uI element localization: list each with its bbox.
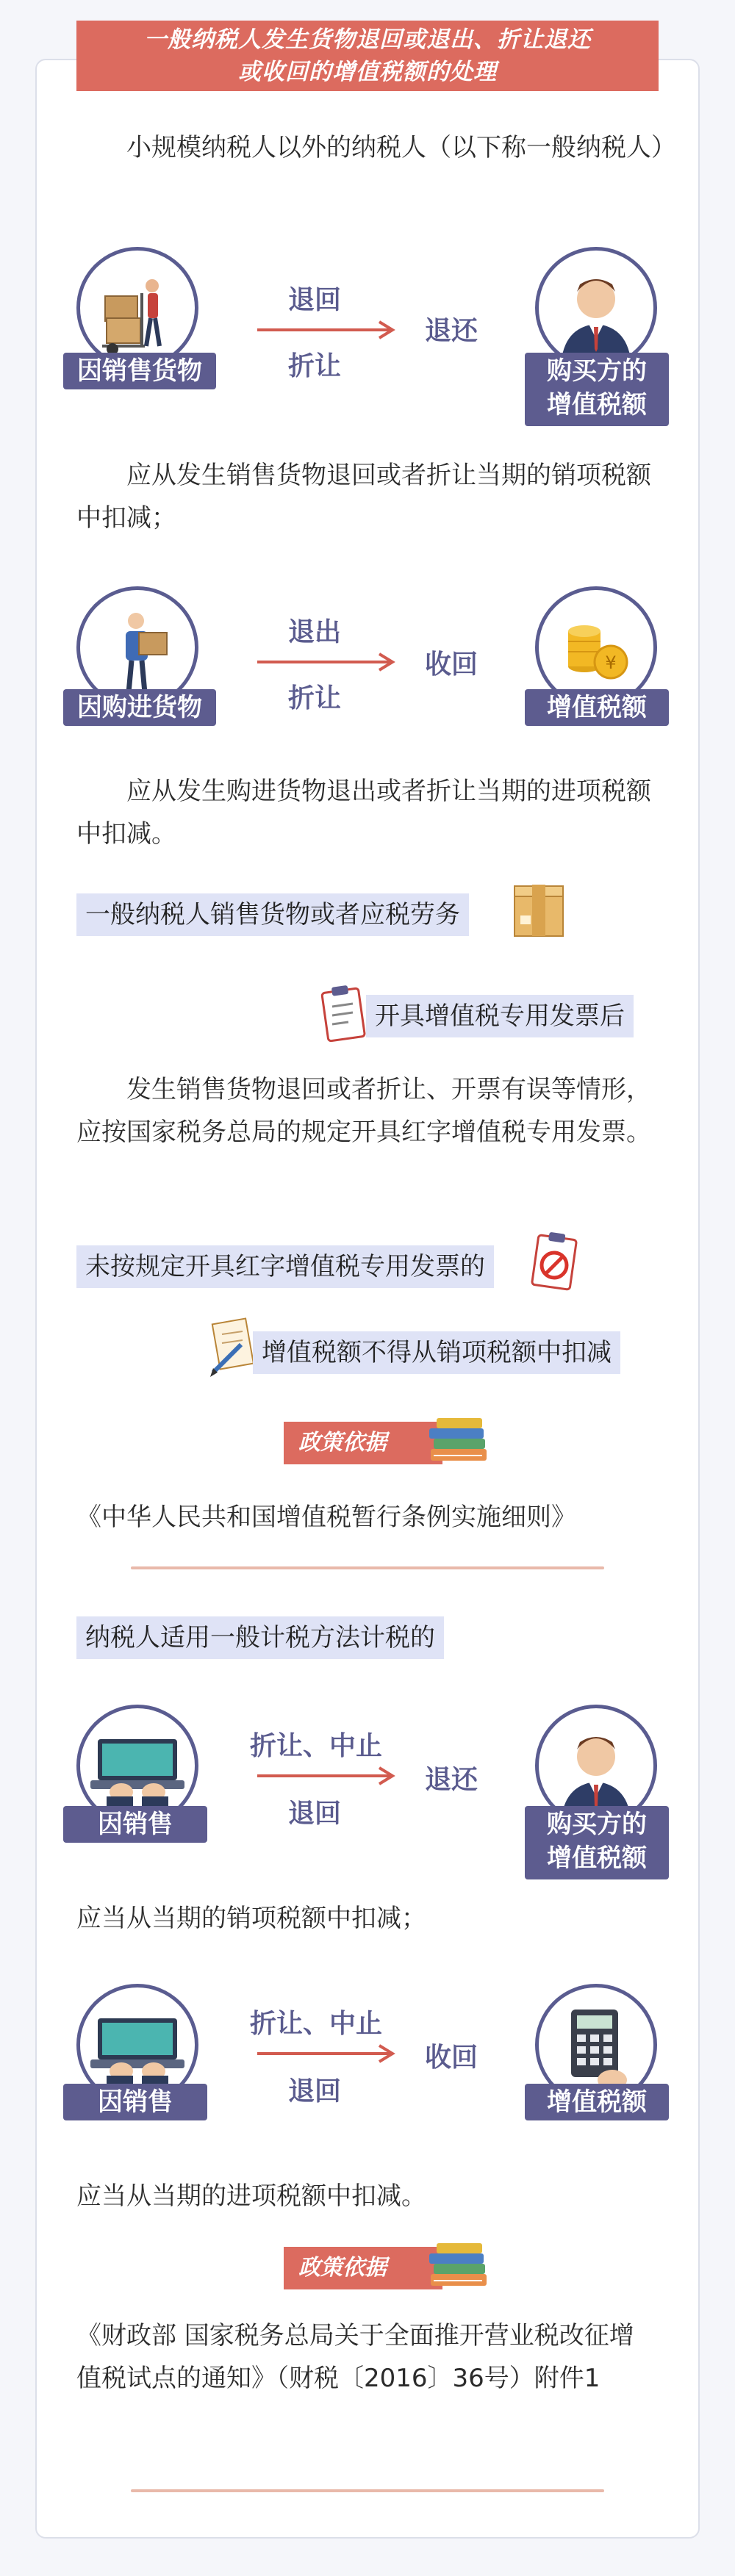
flow2-word-bottom: 折让 — [288, 683, 342, 713]
flow3-right-label — [525, 1806, 669, 1879]
svg-text:¥: ¥ — [605, 652, 617, 673]
flow1-right-label-line-1: 购买方的 — [547, 356, 647, 386]
flow4-word-top: 折让、中止 — [250, 2009, 383, 2039]
flow3-right-label-line-1: 购买方的 — [547, 1810, 647, 1839]
title-line-2: 或收回的增值税额的处理 — [238, 59, 497, 85]
pen-document-icon — [207, 1315, 257, 1378]
flow1-right-label-line-2: 增值税额 — [547, 390, 647, 420]
paragraph-3: 发生销售货物退回或者折让、开票有误等情形，应按国家税务总局的规定开具红字增值税专用发票。 — [76, 1075, 651, 1147]
flow4-result: 收回 — [425, 2043, 478, 2073]
highlight-issue-invoice: 开具增值税专用发票后 — [366, 995, 634, 1037]
flow3-result: 退还 — [425, 1765, 478, 1795]
forbidden-document-icon — [529, 1231, 579, 1292]
intro-paragraph: 小规模纳税人以外的纳税人（以下称一般纳税人） — [126, 133, 676, 162]
right-arrow-icon — [254, 319, 398, 341]
flow3-left-label: 因销售 — [63, 1806, 207, 1843]
paragraph-2: 应从发生购进货物退出或者折让当期的进项税额中扣减。 — [76, 777, 651, 849]
clipboard-icon — [320, 985, 366, 1042]
books-icon — [423, 2236, 494, 2292]
flow1-word-bottom: 折让 — [288, 351, 342, 381]
flow1-left-label: 因销售货物 — [63, 353, 216, 389]
section-divider — [131, 2489, 604, 2492]
paragraph-4: 应当从当期的销项税额中扣减； — [76, 1904, 426, 1933]
section-divider — [131, 1566, 604, 1569]
flow2-right-label: 增值税额 — [525, 689, 669, 726]
flow3-word-top: 折让、中止 — [250, 1731, 383, 1761]
flow4-right-label: 增值税额 — [525, 2084, 669, 2120]
hand-truck-worker-icon — [76, 247, 198, 369]
flow1-result: 退还 — [425, 316, 478, 346]
right-arrow-icon — [254, 1765, 398, 1787]
policy-reference: 《财政部 国家税务总局关于全面推开营业税改征增值税试点的通知》（财税〔2016〕36号）附件1 — [76, 2321, 634, 2393]
businessman-icon — [535, 247, 657, 369]
policy-basis-label: 政策依据 — [284, 2247, 442, 2289]
page-title — [76, 21, 659, 91]
flow1-word-top: 退回 — [288, 285, 342, 315]
flow2-left-label: 因购进货物 — [63, 689, 216, 726]
flow4-left-label: 因销售 — [63, 2084, 207, 2120]
highlight-general-taxpayer: 一般纳税人销售货物或者应税劳务 — [76, 893, 469, 936]
flow3-right-label-line-2: 增值税额 — [547, 1843, 647, 1873]
flow2-word-top: 退出 — [288, 617, 342, 647]
paragraph-1: 应从发生销售货物退回或者折让当期的销项税额中扣减； — [76, 461, 651, 533]
content-card — [35, 59, 700, 2539]
right-arrow-icon — [254, 2043, 398, 2065]
highlight-general-method: 纳税人适用一般计税方法计税的 — [76, 1616, 444, 1659]
flow1-right-label — [525, 353, 669, 426]
flow3-word-bottom: 退回 — [288, 1799, 342, 1829]
paragraph-5: 应当从当期的进项税额中扣减。 — [76, 2181, 426, 2211]
right-arrow-icon — [254, 651, 398, 673]
policy-reference: 《中华人民共和国增值税暂行条例实施细则》 — [76, 1503, 576, 1532]
cardboard-box-icon — [510, 879, 567, 940]
flow2-result: 收回 — [425, 650, 478, 680]
books-icon — [423, 1411, 494, 1467]
title-line-1: 一般纳税人发生货物退回或退出、折让退还 — [144, 26, 591, 53]
highlight-no-red-invoice: 未按规定开具红字增值税专用发票的 — [76, 1245, 494, 1288]
highlight-not-deductible: 增值税额不得从销项税额中扣减 — [253, 1331, 620, 1374]
flow4-word-bottom: 退回 — [288, 2076, 342, 2107]
policy-basis-label: 政策依据 — [284, 1422, 442, 1464]
